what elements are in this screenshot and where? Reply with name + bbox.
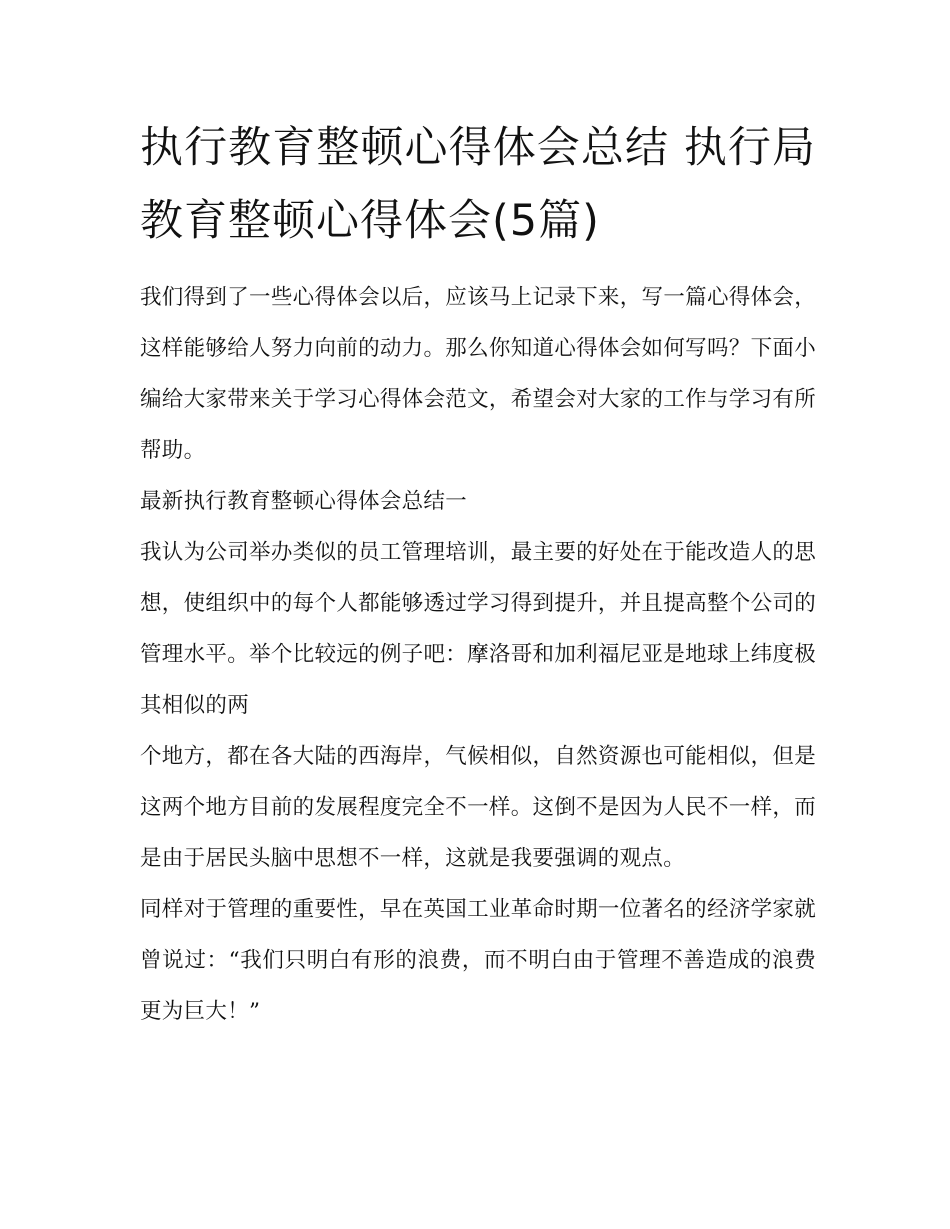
section-heading: 最新执行教育整顿心得体会总结一 [140, 489, 468, 514]
intro-paragraph: 我们得到了一些心得体会以后，应该马上记录下来，写一篇心得体会，这样能够给人努力向前的动力。那么你知道心得体会如何写吗？下面小编给大家带来关于学习心得体会范文，希望会对大家的工作与学习有所帮助。 [140, 285, 816, 463]
document-body [140, 112, 816, 1037]
body-paragraph: 同样对于管理的重要性，早在英国工业革命时期一位著名的经济学家就曾说过：“我们只明白有形的浪费，而不明白由于管理不善造成的浪费更为巨大！” [140, 897, 816, 1024]
document-title: 执行教育整顿心得体会总结 执行局教育整顿心得体会(5篇) [140, 123, 816, 246]
body-paragraph: 个地方，都在各大陆的西海岸，气候相似，自然资源也可能相似，但是这两个地方目前的发展程度完全不一样。这倒不是因为人民不一样，而是由于居民头脑中思想不一样，这就是我要强调的观点。 [140, 744, 816, 871]
body-paragraph: 我认为公司举办类似的员工管理培训，最主要的好处在于能改造人的思想，使组织中的每个人都能够透过学习得到提升，并且提高整个公司的管理水平。举个比较远的例子吧：摩洛哥和加利福尼亚是地球上纬度极其相似的两 [140, 540, 816, 718]
